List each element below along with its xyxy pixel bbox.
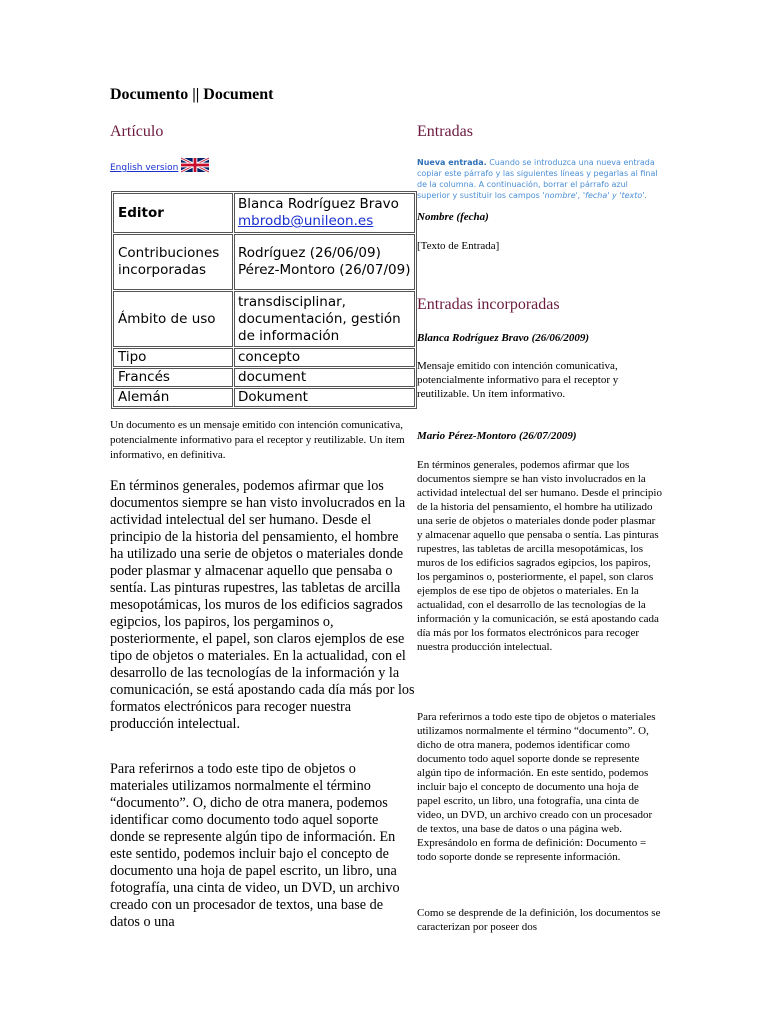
body-paragraph-2: Para referirnos a todo este tipo de objetos o materiales utilizamos normalmente el término “documento”. O, dicho de otra manera, podemos identificar como documento todo aquel soporte donde se represente algún tipo de información. En este sentido, podemos incluir bajo el concepto de documento una hoja de papel escrito, un libro, una fotografía, una cinta de video, un DVD, un archivo creado con un procesador de textos, una base de datos o una bbox=[110, 761, 400, 930]
english-version-link[interactable] bbox=[110, 157, 209, 173]
incorporated-entries-heading: Entradas incorporadas bbox=[417, 296, 560, 313]
french-key: Francés bbox=[113, 368, 233, 387]
contributions-value: Rodríguez (26/06/09) Pérez-Montoro (26/07/09) bbox=[234, 234, 415, 290]
author-1: Blanca Rodríguez Bravo (26/06/2009) bbox=[417, 332, 590, 344]
page-title: Documento || Document bbox=[110, 86, 274, 103]
entry-message-2: En términos generales, podemos afirmar que los documentos siempre se han visto involucrados en la actividad intelectual del ser humano. Desde el principio de la historia del pensamiento, el hombre ha utilizado una serie de objetos o materiales donde poder plasmar y almacenar aquello que pensaba o sentía. Las pinturas rupestres, las tabletas de arcilla mesopotámicas, los muros de los edificios sagrados egipcios, los papiros, los pergaminos o, posteriormente, el papel, son claros ejemplos de ese tipo de objetos o materiales. En la actualidad, con el desarrollo de las tecnologías de la información y la comunicación, se está apostando cada día más por los formatos electrónicos para recoger nuestra producción intelectual. bbox=[417, 459, 662, 653]
entry-name-date: Nombre (fecha) bbox=[417, 211, 489, 223]
german-value: Dokument bbox=[234, 388, 415, 407]
german-key: Alemán bbox=[113, 388, 233, 407]
french-value: document bbox=[234, 368, 415, 387]
type-key: Tipo bbox=[113, 348, 233, 367]
table-row bbox=[113, 193, 415, 233]
entry-message-4: Como se desprende de la definición, los documentos se caracterizan por poseer dos bbox=[417, 907, 661, 933]
author-2: Mario Pérez-Montoro (26/07/2009) bbox=[417, 430, 577, 442]
new-entry-instructions: Nueva entrada. Cuando se introduzca una nueva entrada copiar este párrafo y las siguientes líneas y pegarlas al final de la columna. A continuación, borrar el párrafo azul superior y sustituir los campos 'nombre', 'fecha' y 'texto'. bbox=[417, 158, 658, 200]
english-version-label[interactable]: English version bbox=[110, 163, 179, 173]
entry-message-1: Mensaje emitido con intención comunicativa, potencialmente informativo para el receptor y reutilizable. Un ítem informativo. bbox=[417, 360, 619, 400]
editor-email-link[interactable]: mbrodb@unileon.es bbox=[238, 213, 374, 229]
new-entry-fields: 'nombre', 'fecha' y 'texto'. bbox=[542, 191, 648, 200]
table-row bbox=[113, 234, 415, 290]
type-value: concepto bbox=[234, 348, 415, 367]
body-paragraph-1: En términos generales, podemos afirmar que los documentos siempre se han visto involucrados en la actividad intelectual del ser humano. Desde el principio de la historia del pensamiento, el hombre ha utilizado una serie de objetos o materiales donde poder plasmar y almacenar aquello que pensaba o sentía. Las pinturas rupestres, las tabletas de arcilla mesopotámicas, los muros de los edificios sagrados egipcios, los papiros, los pergaminos o, posteriormente, el papel, son claros ejemplos de ese tipo de objetos o materiales. En la actualidad, con el desarrollo de las tecnologías de la información y la comunicación, se está apostando cada día más por los formatos electrónicos para recoger nuestra producción intelectual. bbox=[110, 478, 415, 732]
editor-value: Blanca Rodríguez Bravo mbrodb@unileon.es bbox=[234, 193, 415, 233]
table-row bbox=[113, 368, 415, 387]
table-row bbox=[113, 348, 415, 367]
new-entry-label: Nueva entrada. bbox=[417, 158, 487, 167]
uk-flag-icon[interactable] bbox=[181, 157, 209, 173]
intro-paragraph: Un documento es un mensaje emitido con intención comunicativa, potencialmente informativo para el receptor y reutilizable. Un ítem informativo, en definitiva. bbox=[110, 419, 405, 461]
table-row bbox=[113, 388, 415, 407]
entry-message-3: Para referirnos a todo este tipo de objetos o materiales utilizamos normalmente el término “documento”. O, dicho de otra manera, podemos identificar como documento todo aquel soporte donde se represente algún tipo de información. En este sentido, podemos incluir bajo el concepto de documento una hoja de papel escrito, un libro, una fotografía, una cinta de video, un DVD, un archivo creado con un procesador de textos, una base de datos o una página web. Expresándolo en forma de definición: Documento = todo soporte donde se represente información. bbox=[417, 711, 656, 863]
contributions-key: Contribuciones incorporadas bbox=[113, 234, 233, 290]
table-row bbox=[113, 291, 415, 347]
entries-heading: Entradas bbox=[417, 123, 473, 140]
scope-key: Ámbito de uso bbox=[113, 291, 233, 347]
editor-key: Editor bbox=[113, 193, 233, 233]
article-info-table bbox=[111, 191, 417, 409]
article-heading: Artículo bbox=[110, 123, 164, 140]
scope-value: transdisciplinar, documentación, gestión de información bbox=[234, 291, 415, 347]
entry-text: [Texto de Entrada] bbox=[417, 240, 500, 252]
